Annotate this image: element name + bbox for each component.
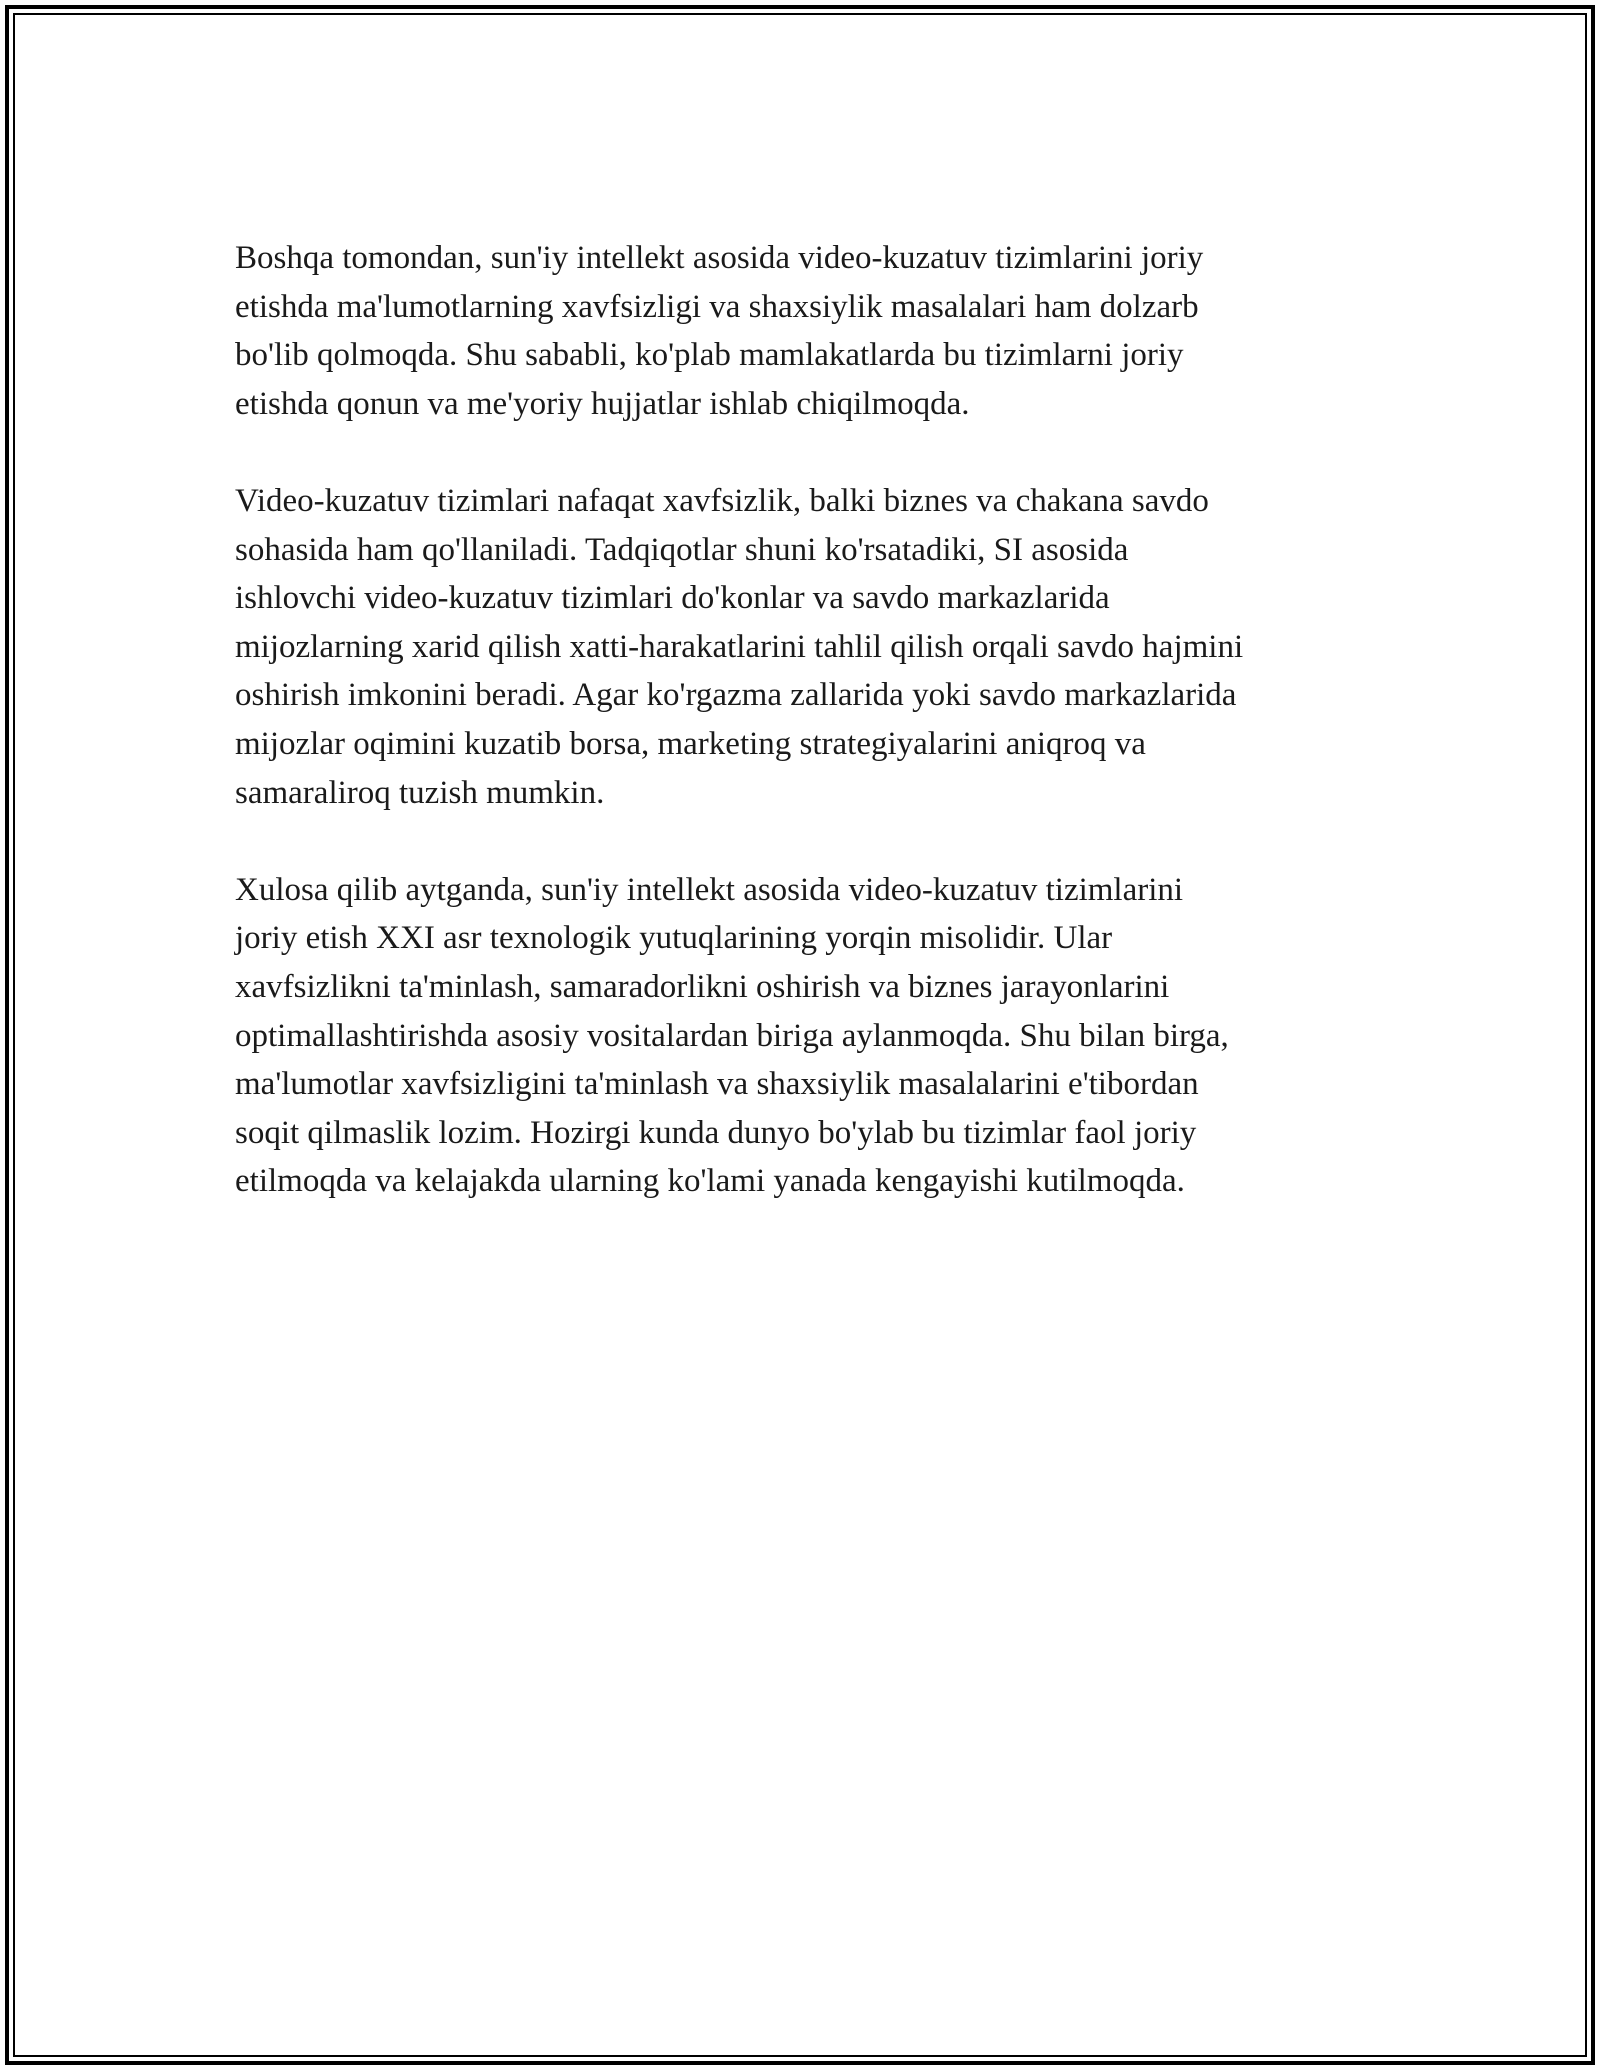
paragraph-data-privacy: Boshqa tomondan, sun'iy intellekt asosida video-kuzatuv tizimlarini joriy etishda ma'lumotlarning xavfsizligi va shaxsiylik masalalari ham dolzarb bo'lib qolmoqda. Shu sababli, ko'plab mamlakatlarda bu tizimlarni joriy etishda qonun va me'yoriy hujjatlar ishlab chiqilmoqda. — [235, 240, 1204, 422]
document-body — [235, 234, 1365, 1206]
paragraph-conclusion: Xulosa qilib aytganda, sun'iy intellekt asosida video-kuzatuv tizimlarini joriy etish XXI asr texnologik yutuqlarining yorqin misolidir. Ular xavfsizlikni ta'minlash, samaradorlikni oshirish va biznes jarayonlarini optimallashtirishda asosiy vositalardan biriga aylanmoqda. Shu bilan birga, ma'lumotlar xavfsizligini ta'minlash va shaxsiylik masalalarini e'tibordan soqit qilmaslik lozim. Hozirgi kunda dunyo bo'ylab bu tizimlar faol joriy etilmoqda va kelajakda ularning ko'lami yanada kengayishi kutilmoqda. — [235, 871, 1229, 1200]
paragraph-retail-applications: Video-kuzatuv tizimlari nafaqat xavfsizlik, balki biznes va chakana savdo sohasida ham qo'llaniladi. Tadqiqotlar shuni ko'rsatadiki, SI asosida ishlovchi video-kuzatuv tizimlari do'konlar va savdo markazlarida mijozlarning xarid qilish xatti-harakatlarini tahlil qilish orqali savdo hajmini oshirish imkonini beradi. Agar ko'rgazma zallarida yoki savdo markazlarida mijozlar oqimini kuzatib borsa, marketing strategiyalarini aniqroq va samaraliroq tuzish mumkin. — [235, 482, 1244, 811]
